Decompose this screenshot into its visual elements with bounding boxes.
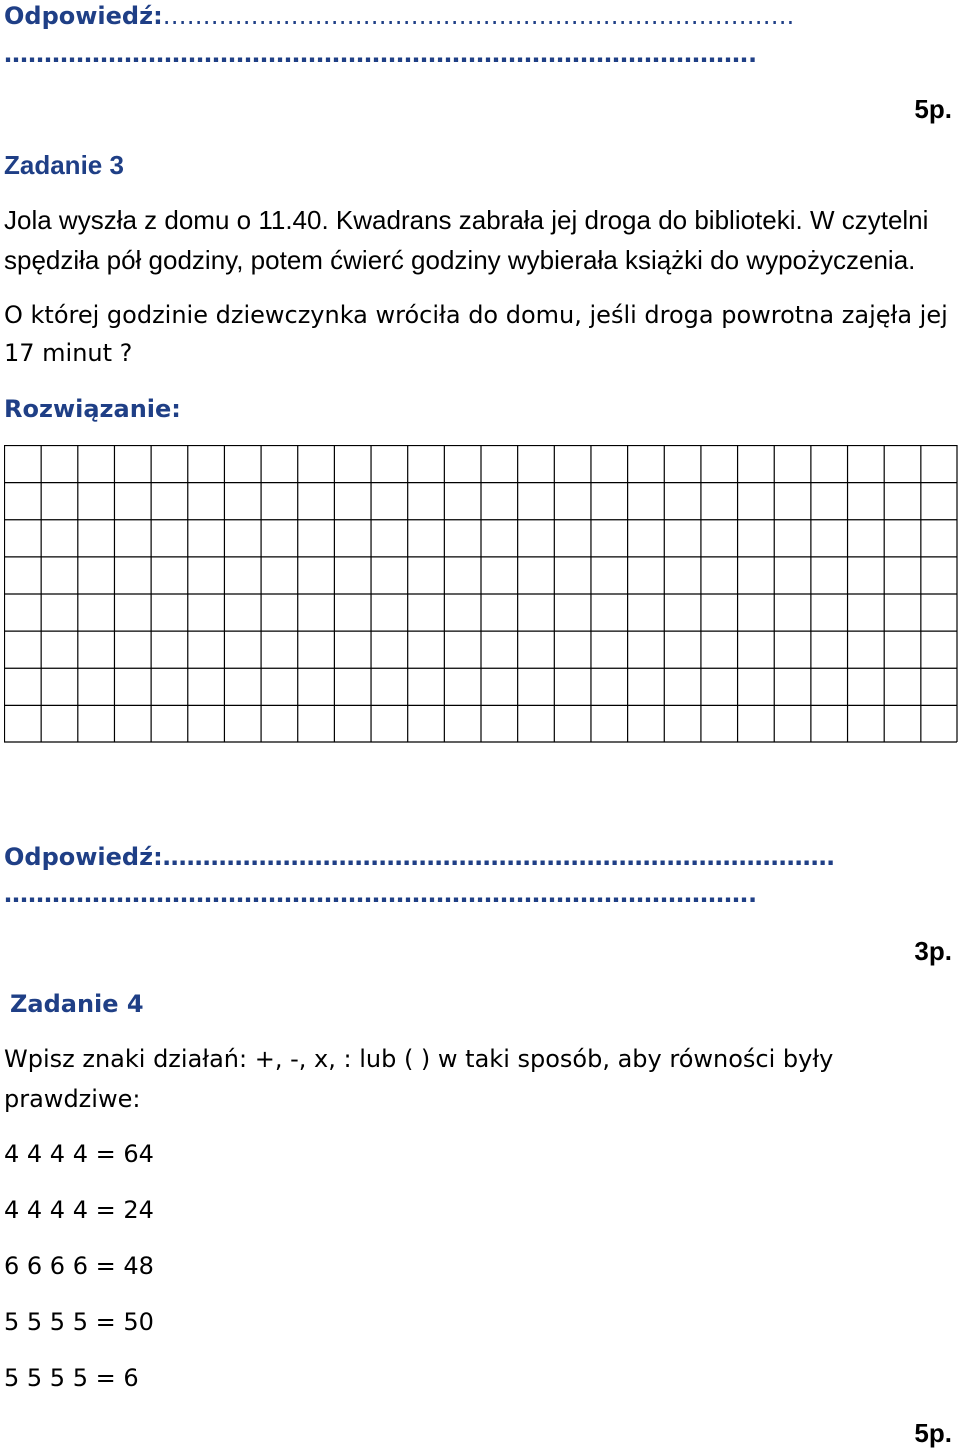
- task4-line-1: Wpisz znaki działań: +, -, x, : lub ( ) w taki sposób, aby równości były: [4, 1045, 834, 1073]
- task3-title: Zadanie 3: [4, 150, 124, 180]
- task3-answer: [4, 843, 835, 871]
- top-answer-label: Odpowiedź:…………………………………………………………………….: [4, 2, 795, 30]
- bottom-points: 5p.: [914, 1418, 952, 1448]
- task3-points: 5p.: [914, 94, 952, 124]
- task3-line-1: Jola wyszła z domu o 11.40. Kwadrans zabrała jej droga do biblioteki. W czytelni: [4, 205, 929, 235]
- equation-1: 4 4 4 4 = 64: [4, 1140, 154, 1168]
- top-answer-dots-2: ………………………………………………………………………………….: [4, 40, 758, 68]
- equation-2: 4 4 4 4 = 24: [4, 1196, 154, 1224]
- task3-answer-label: Odpowiedź:: [4, 843, 163, 871]
- task3-line-4: 17 minut ?: [4, 339, 133, 367]
- equation-3: 6 6 6 6 = 48: [4, 1252, 154, 1280]
- task3-answer-dots-2: ………………………………………………………………………………….: [4, 880, 758, 908]
- top-answer-dots-1: …………………………………………………………………….: [162, 2, 795, 30]
- equation-5: 5 5 5 5 = 6: [4, 1364, 139, 1392]
- task3-line-2: spędziła pół godziny, potem ćwierć godziny wybierała książki do wypożyczenia.: [4, 245, 916, 275]
- task3-answer-dots-1: …………………………………………………………………………: [162, 843, 835, 871]
- equation-4: 5 5 5 5 = 50: [4, 1308, 154, 1336]
- solution-grid[interactable]: [4, 445, 958, 743]
- task4-line-2: prawdziwe:: [4, 1085, 141, 1113]
- task3-line-3: O której godzinie dziewczynka wróciła do domu, jeśli droga powrotna zajęła jej: [4, 301, 948, 329]
- task4-title: Zadanie 4: [10, 990, 144, 1018]
- task4-points: 3p.: [914, 936, 952, 966]
- solution-label: Rozwiązanie:: [4, 395, 181, 423]
